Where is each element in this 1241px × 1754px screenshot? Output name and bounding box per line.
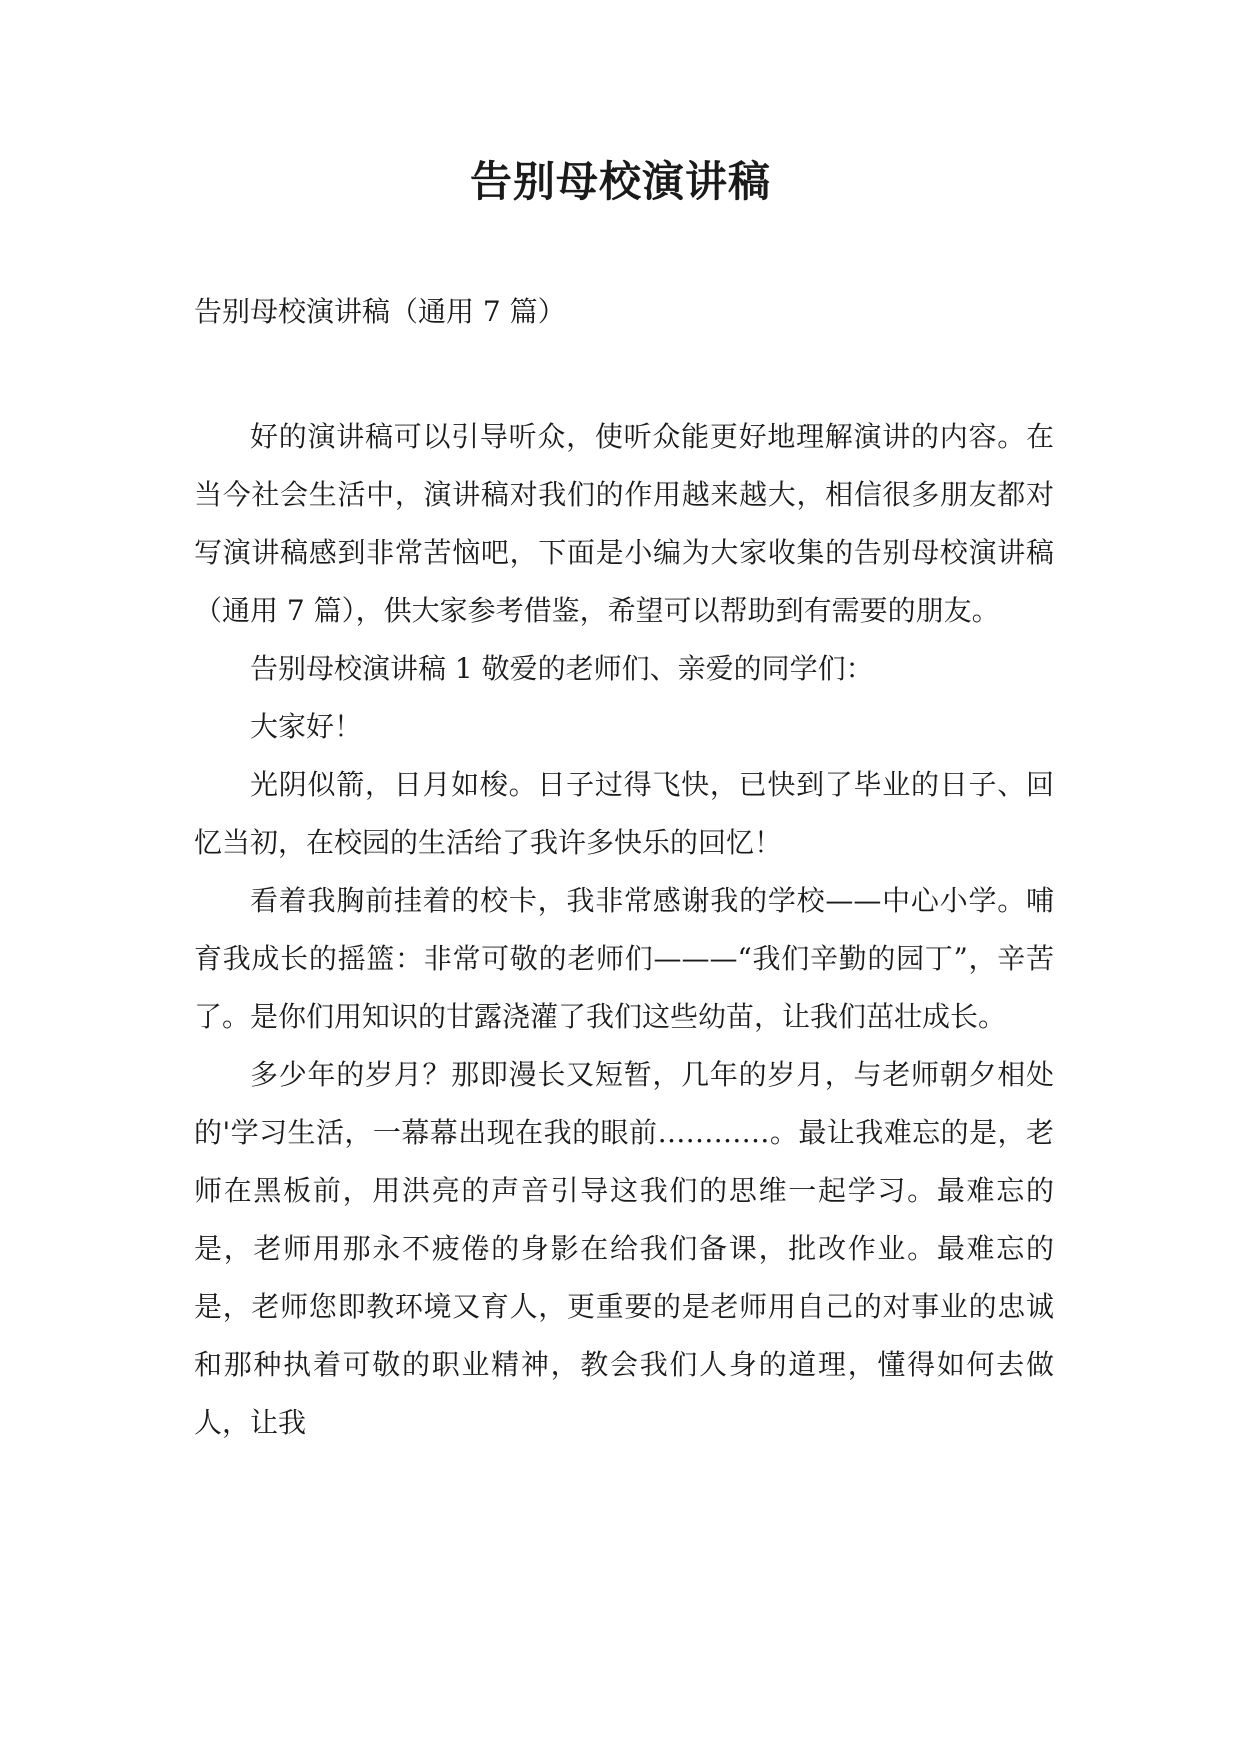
paragraph-memories: 多少年的岁月？那即漫长又短暂，几年的岁月，与老师朝夕相处的'学习生活，一幕幕出现在我的眼前…………。最让我难忘的是，老师在黑板前，用洪亮的声音引导这我们的思维一起学习。最难忘的是，老师用那永不疲倦的身影在给我们备课，批改作业。最难忘的是，老师您即教环境又育人，更重要的是老师用自己的对事业的忠诚和那种执着可敬的职业精神，教会我们人身的道理，懂得如何去做人，让我: [194, 1058, 1054, 1439]
document-body: [194, 408, 1054, 1452]
paragraph-greeting: 大家好！: [250, 710, 363, 743]
paragraph-school-card: 看着我胸前挂着的校卡，我非常感谢我的学校——中心小学。哺育我成长的摇篮：非常可敬的老师们———“我们辛勤的园丁”，辛苦了。是你们用知识的甘露浇灌了我们这些幼苗，让我们茁壮成长。: [194, 884, 1054, 1033]
paragraph-speech-heading: 告别母校演讲稿 1 敬爱的老师们、亲爱的同学们：: [250, 652, 874, 685]
paragraph-time: 光阴似箭，日月如梭。日子过得飞快，已快到了毕业的日子、回忆当初，在校园的生活给了我许多快乐的回忆！: [194, 768, 1054, 859]
paragraph-intro: 好的演讲稿可以引导听众，使听众能更好地理解演讲的内容。在当今社会生活中，演讲稿对我们的作用越来越大，相信很多朋友都对写演讲稿感到非常苦恼吧，下面是小编为大家收集的告别母校演讲稿（通用 7 篇），供大家参考借鉴，希望可以帮助到有需要的朋友。: [194, 420, 1054, 627]
document-title: 告别母校演讲稿: [469, 157, 771, 206]
document-subtitle: 告别母校演讲稿（通用 7 篇）: [194, 295, 566, 328]
